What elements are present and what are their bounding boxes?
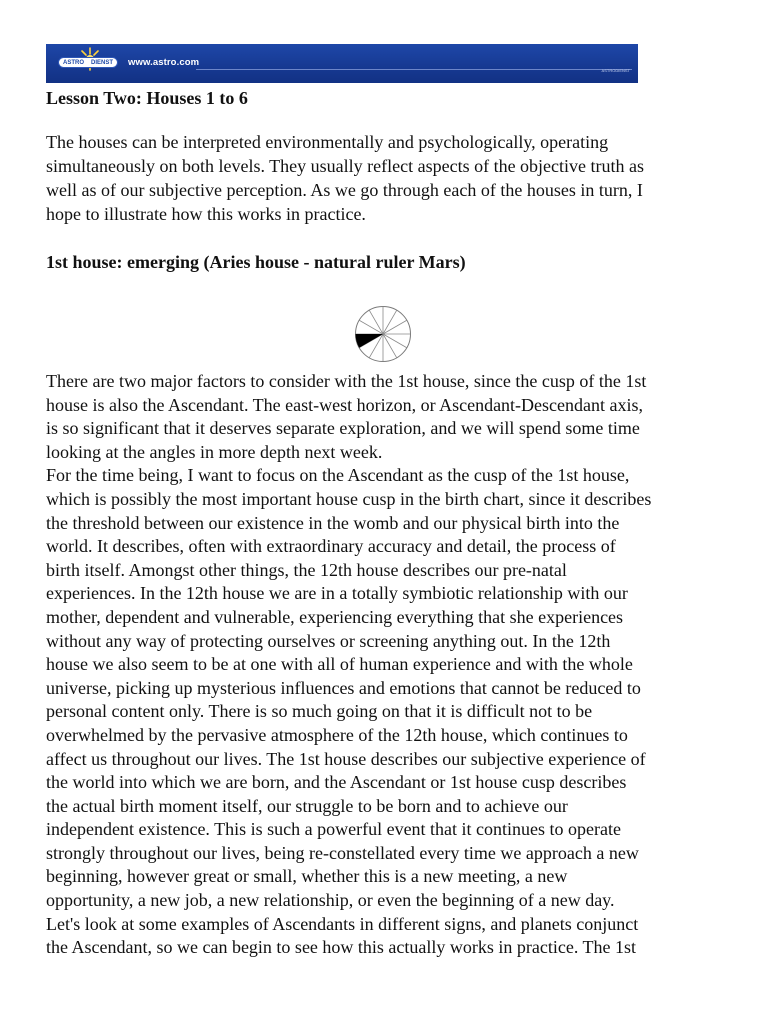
body-line: For the time being, I want to focus on the Ascendant as the cusp of the 1st house, bbox=[46, 465, 630, 486]
body-line: strongly throughout our lives, being re-constellated every time we approach a new bbox=[46, 842, 639, 863]
intro-line: simultaneously on both levels. They usually reflect aspects of the objective truth as bbox=[46, 156, 645, 176]
body-line: beginning, however great or small, whether this is a new meeting, a new bbox=[46, 866, 568, 887]
body-line: affect us throughout our lives. The 1st house describes our subjective experience of bbox=[46, 748, 646, 769]
body-line: world. It describes, often with extraordinary accuracy and detail, the process of bbox=[46, 536, 616, 557]
logo-wordmark bbox=[58, 57, 118, 68]
body-line: which is possibly the most important house cusp in the birth chart, since it describes bbox=[46, 488, 652, 509]
body-line: overwhelmed by the pervasive atmosphere of the 12th house, which continues to bbox=[46, 724, 628, 745]
logo-text-astro: ASTRO bbox=[63, 59, 84, 66]
body-line: the threshold between our existence in the womb and our physical birth into the bbox=[46, 512, 620, 533]
body-line: the actual birth moment itself, our struggle to be born and to achieve our bbox=[46, 795, 568, 816]
first-house-heading: 1st house: emerging (Aries house - natural ruler Mars) bbox=[46, 252, 466, 272]
body-line: Let's look at some examples of Ascendants in different signs, and planets conjunct bbox=[46, 913, 639, 934]
body-line: the Ascendant, so we can begin to see how this actually works in practice. The 1st bbox=[46, 937, 637, 958]
body-line: house is also the Ascendant. The east-west horizon, or Ascendant-Descendant axis, bbox=[46, 394, 644, 415]
body-line: personal content only. There is so much going on that it is difficult not to be bbox=[46, 701, 593, 722]
lesson-title: Lesson Two: Houses 1 to 6 bbox=[46, 88, 248, 108]
banner-divider bbox=[196, 69, 632, 70]
body-line: opportunity, a new job, a new relationship, or even the beginning of a new day. bbox=[46, 890, 615, 911]
body-line: house we also seem to be at one with all of human experience and with the whole bbox=[46, 654, 633, 675]
body-line: There are two major factors to consider with the 1st house, since the cusp of the 1st bbox=[46, 371, 647, 391]
site-url-link[interactable]: www.astro.com bbox=[128, 57, 200, 68]
logo-text-dienst: DIENST bbox=[90, 59, 113, 66]
body-line: birth itself. Amongst other things, the 12th house describes our pre-natal bbox=[46, 559, 567, 580]
site-banner bbox=[46, 44, 638, 83]
astrodienst-logo[interactable] bbox=[50, 46, 124, 80]
intro-line: hope to illustrate how this works in practice. bbox=[46, 204, 366, 224]
body-line: mother, dependent and vulnerable, experiencing everything that she experiences bbox=[46, 606, 624, 627]
body-line: universe, picking up mysterious influences and emotions that cannot be reduced to bbox=[46, 677, 641, 698]
body-line: independent existence. This is such a powerful event that it continues to operate bbox=[46, 819, 621, 840]
house-wheel-icon bbox=[354, 305, 412, 363]
intro-paragraph bbox=[46, 130, 726, 226]
banner-small-mark: ASTRODIENST bbox=[601, 68, 630, 73]
body-line: experiences. In the 12th house we are in a totally symbiotic relationship with our bbox=[46, 583, 628, 604]
body-line: the world into which we are born, and the Ascendant or 1st house cusp describes bbox=[46, 772, 627, 793]
body-paragraph bbox=[46, 370, 736, 960]
body-line: without any way of protecting ourselves or screening anything out. In the 12th bbox=[46, 630, 611, 651]
intro-line: The houses can be interpreted environmentally and psychologically, operating bbox=[46, 132, 609, 152]
intro-line: well as of our subjective perception. As we go through each of the houses in turn, I bbox=[46, 180, 643, 200]
body-line: looking at the angles in more depth next week. bbox=[46, 441, 383, 462]
body-line: is so significant that it deserves separate exploration, and we will spend some time bbox=[46, 418, 640, 439]
